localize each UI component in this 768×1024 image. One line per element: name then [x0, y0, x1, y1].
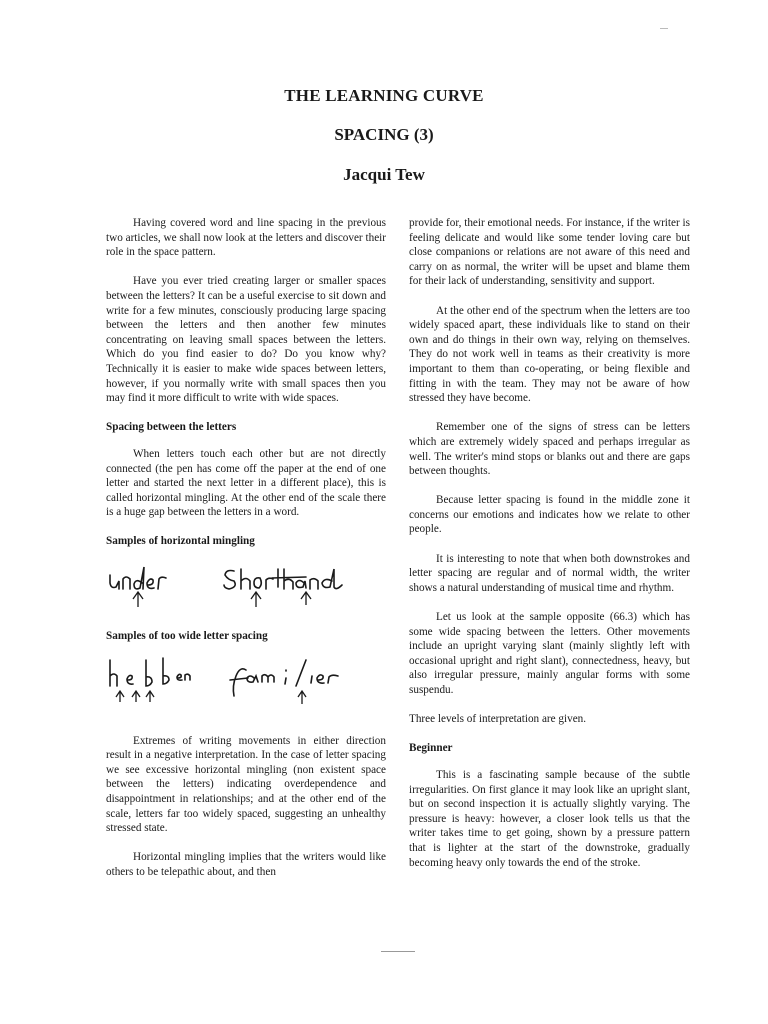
paragraph: Have you ever tried creating larger or smaller spaces between the letters? It can be a useful exercise to sit down and write for a few minutes, consciously producing large spacing between the letters and then another few minutes concentrating on leaving small spaces between the letters. Which do you find easier to do? Do you know why? Technically it is easier to make wide spaces between letters, however, if you normally write with small spaces then you may find it more difficult to write with wide spaces.: [106, 275, 386, 405]
section-heading: Beginner: [409, 742, 453, 755]
page-mark: [660, 28, 668, 29]
paragraph: Having covered word and line spacing in the previous two articles, we shall now look at the letters and discover their role in the space pattern.: [106, 217, 386, 259]
paragraph: provide for, their emotional needs. For instance, if the writer is feeling delicate and would like some tender loving care but close companions or relations are not aware of this need and carry on as normal, the writer will be upset and blame them for their lack of understanding, sensitivity and support.: [409, 217, 690, 288]
paragraph: Because letter spacing is found in the middle zone it concerns our emotions and indicates how we relate to other people.: [409, 494, 690, 536]
handwriting-shorthand: [224, 569, 342, 589]
paragraph: Three levels of interpretation are given.: [409, 713, 587, 726]
handwriting-under: [110, 567, 166, 589]
arrow-icon: [116, 691, 306, 704]
right-column: [409, 216, 690, 885]
paragraph: Extremes of writing movements in either direction result in a negative interpretation. In the case of letter spacing we see excessive horizontal mingling (non existent space between the letters) indicating overdependence and disappointment in relationships; and at the other end of the scale, letters far too widely spaced, suggesting an unhealthy stressed state.: [106, 734, 386, 835]
handwriting-sample-mingling: [106, 561, 386, 629]
section-heading: Samples of too wide letter spacing: [106, 630, 268, 643]
section-heading: Samples of horizontal mingling: [106, 535, 255, 548]
paragraph: When letters touch each other but are not directly connected (the pen has come off the paper at the end of one letter and started the next letter in a different place), this is called horizontal mingling. At the other end of the scale there is a huge gap between the letters in a word.: [106, 447, 386, 519]
paragraph: Let us look at the sample opposite (66.3) which has some wide spacing between the letters. Other movements include an upright varying slant (mainly slightly left with occasional upright and right slant), connectedness, heavy, but also irregular pressure, mainly angular forms with some suspendu.: [409, 611, 690, 696]
article-subtitle: SPACING (3): [334, 125, 434, 144]
page-title: THE LEARNING CURVE: [284, 86, 484, 105]
handwriting-hebben: [110, 658, 190, 686]
author-name: Jacqui Tew: [343, 165, 425, 184]
paragraph: At the other end of the spectrum when the letters are too widely spaced apart, these individuals like to stand on their own and do things in their own way, relying on themselves. They do not work well in teams as their creativity is more important to them than co-operating, or being flexible and fitting in with the team. They may not be aware of how stressed they have become.: [409, 304, 690, 405]
paragraph: This is a fascinating sample because of the subtle irregularities. On first glance it may look like an upright slant, but on second inspection it is actually slightly varying. The pressure is heavy: however, a closer look tells us that the writer takes time to get going, shown by a pressure pattern that is lighter at the start of the downstroke, gradually becoming heavy only towards the end of the stroke.: [409, 768, 690, 869]
handwriting-familier: [230, 660, 338, 696]
paragraph: Remember one of the signs of stress can be letters which are extremely widely spaced and perhaps irregular as well. The writer's mind stops or blanks out and there are gaps between thoughts.: [409, 421, 690, 478]
left-column: [106, 216, 386, 894]
footer-divider: [381, 951, 415, 952]
section-heading: Spacing between the letters: [106, 421, 237, 434]
arrow-icon: [133, 592, 311, 607]
paragraph: Horizontal mingling implies that the writers would like others to be telepathic about, and then: [106, 851, 386, 878]
handwriting-sample-wide-spacing: [106, 656, 386, 734]
paragraph: It is interesting to note that when both downstrokes and letter spacing are regular and of normal width, the writer shows a natural understanding of musical time and rhythm.: [409, 552, 690, 594]
